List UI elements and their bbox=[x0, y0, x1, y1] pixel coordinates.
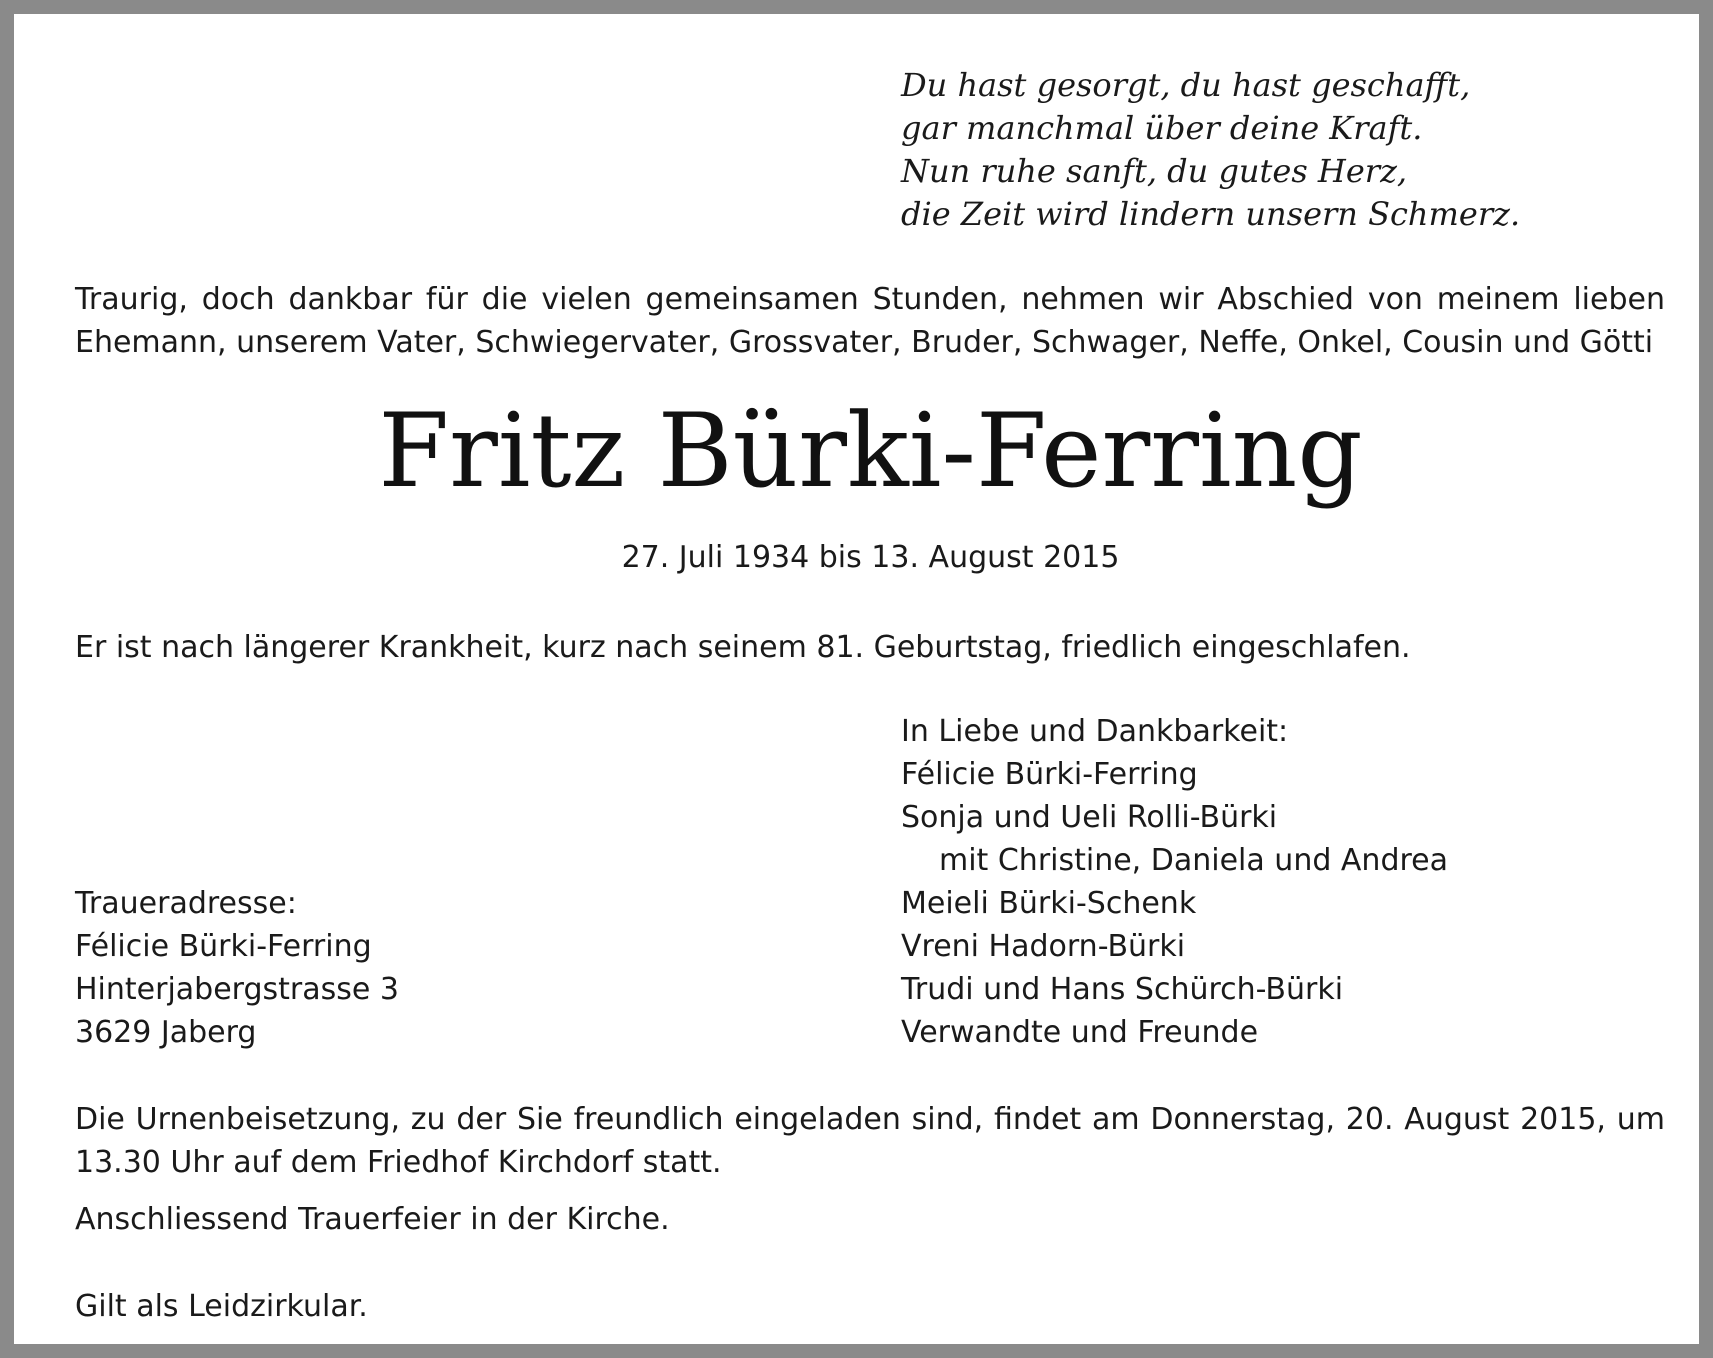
signer-line: Trudi und Hans Schürch-Bürki bbox=[901, 972, 1344, 1007]
signer-line: Meieli Bürki-Schenk bbox=[901, 886, 1197, 921]
poem-line: Du hast gesorgt, du hast geschafft, bbox=[901, 66, 1471, 104]
poem-line: gar manchmal über deine Kraft. bbox=[901, 109, 1423, 147]
address-line: Hinterjabergstrasse 3 bbox=[75, 972, 399, 1007]
deceased-name: Fritz Bürki-Ferring bbox=[378, 392, 1363, 511]
mourning-address bbox=[75, 882, 399, 1054]
memorial-service-line: Anschliessend Trauerfeier in der Kirche. bbox=[75, 1202, 670, 1237]
signer-line: Sonja und Ueli Rolli-Bürki bbox=[901, 800, 1278, 835]
signer-line: mit Christine, Daniela und Andrea bbox=[939, 843, 1449, 878]
address-line: Félicie Bürki-Ferring bbox=[75, 929, 372, 964]
signer-line: Verwandte und Freunde bbox=[901, 1015, 1259, 1050]
signer-line: Vreni Hadorn-Bürki bbox=[901, 929, 1186, 964]
signer-line: Félicie Bürki-Ferring bbox=[901, 757, 1198, 792]
poem-line: Nun ruhe sanft, du gutes Herz, bbox=[901, 152, 1408, 190]
intro-paragraph: Traurig, doch dankbar für die vielen gemeinsamen Stunden, nehmen wir Abschied von meinem lieben Ehemann, unserem Vater, Schwiegervater, Grossvater, Bruder, Schwager, Neffe, Onkel, Cousin und Götti bbox=[75, 282, 1665, 360]
address-line: 3629 Jaberg bbox=[75, 1015, 257, 1050]
circular-note: Gilt als Leidzirkular. bbox=[75, 1289, 368, 1324]
burial-paragraph: Die Urnenbeisetzung, zu der Sie freundlich eingeladen sind, findet am Donnerstag, 20. August 2015, um 13.30 Uhr auf dem Friedhof Kirchdorf statt. bbox=[75, 1102, 1665, 1180]
signers-heading: In Liebe und Dankbarkeit: bbox=[901, 714, 1289, 749]
death-sentence: Er ist nach längerer Krankheit, kurz nach seinem 81. Geburtstag, friedlich eingeschlafen. bbox=[75, 630, 1411, 665]
poem-line: die Zeit wird lindern unsern Schmerz. bbox=[901, 195, 1521, 233]
life-dates: 27. Juli 1934 bis 13. August 2015 bbox=[621, 540, 1120, 575]
poem bbox=[901, 64, 1520, 236]
signers-block bbox=[901, 710, 1448, 1054]
address-heading: Traueradresse: bbox=[75, 886, 297, 921]
